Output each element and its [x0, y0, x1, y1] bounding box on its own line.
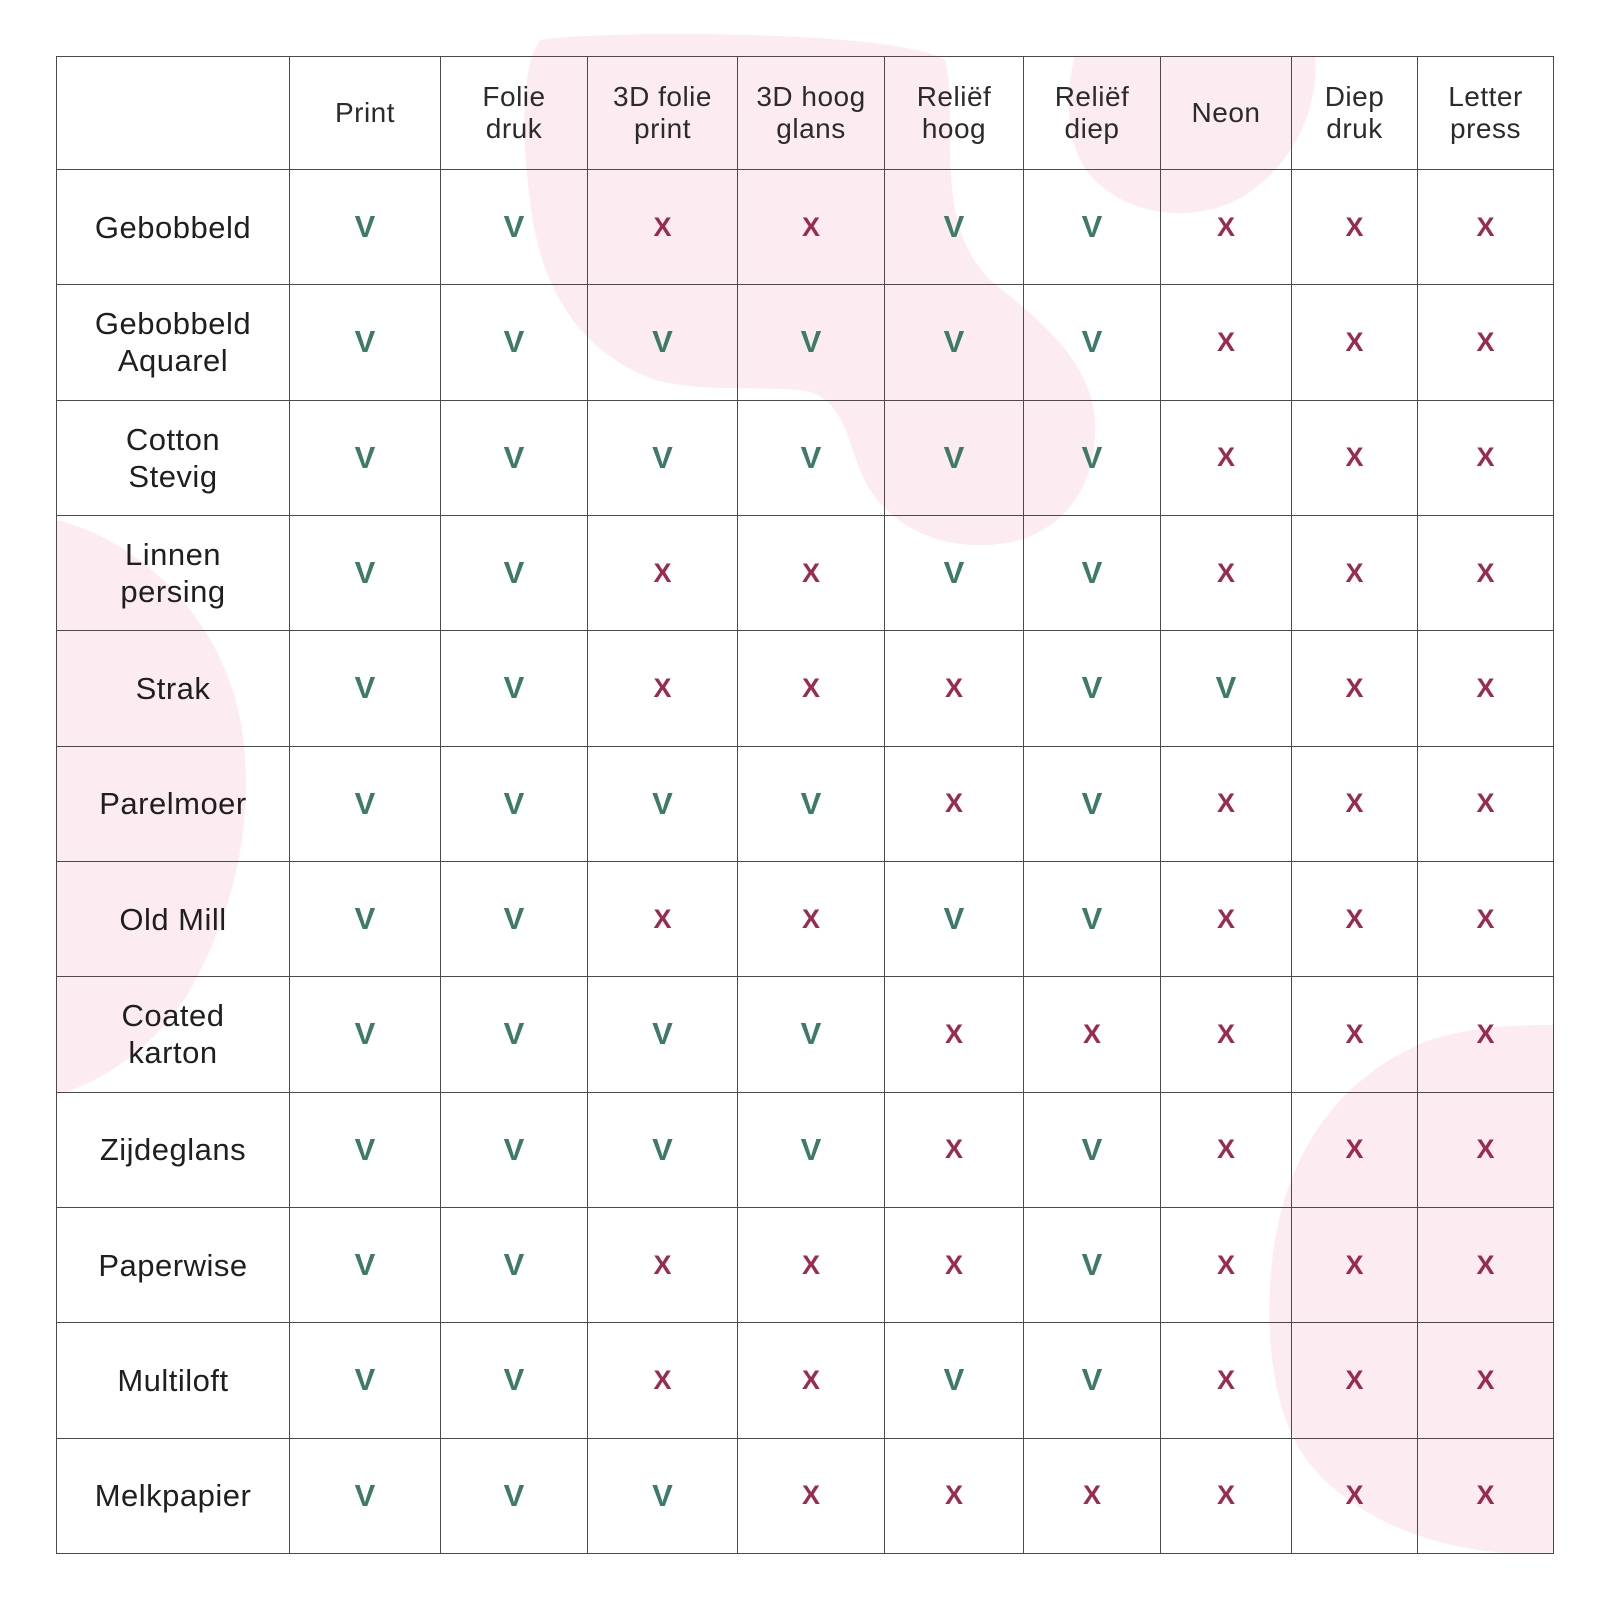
cross-mark: X	[1292, 1207, 1418, 1322]
row-label: Old Mill	[57, 861, 290, 976]
check-mark: V	[1024, 400, 1161, 515]
cross-mark: X	[1292, 861, 1418, 976]
check-mark: V	[885, 285, 1024, 400]
check-mark: V	[1024, 746, 1161, 861]
cross-mark: X	[1161, 1092, 1292, 1207]
table-row	[57, 285, 1554, 400]
table-row	[57, 1207, 1554, 1322]
corner-cell	[57, 57, 290, 170]
check-mark: V	[885, 170, 1024, 285]
cross-mark: X	[1161, 1207, 1292, 1322]
check-mark: V	[588, 1438, 738, 1553]
col-header: Folie druk	[441, 57, 588, 170]
cross-mark: X	[738, 170, 885, 285]
check-mark: V	[290, 515, 441, 630]
cross-mark: X	[1161, 1438, 1292, 1553]
cross-mark: X	[1418, 515, 1554, 630]
cross-mark: X	[738, 861, 885, 976]
check-mark: V	[885, 515, 1024, 630]
row-label: Linnen persing	[57, 515, 290, 630]
check-mark: V	[885, 400, 1024, 515]
table-row	[57, 1438, 1554, 1553]
cross-mark: X	[885, 977, 1024, 1092]
table-row	[57, 746, 1554, 861]
row-label: Parelmoer	[57, 746, 290, 861]
cross-mark: X	[885, 631, 1024, 746]
col-header: Reliëf hoog	[885, 57, 1024, 170]
check-mark: V	[588, 977, 738, 1092]
cross-mark: X	[1418, 1207, 1554, 1322]
cross-mark: X	[1418, 1092, 1554, 1207]
check-mark: V	[290, 1092, 441, 1207]
cross-mark: X	[738, 515, 885, 630]
row-label: Melkpapier	[57, 1438, 290, 1553]
cross-mark: X	[1292, 170, 1418, 285]
check-mark: V	[738, 400, 885, 515]
cross-mark: X	[588, 631, 738, 746]
cross-mark: X	[1161, 1323, 1292, 1438]
cross-mark: X	[1292, 1323, 1418, 1438]
cross-mark: X	[1418, 170, 1554, 285]
table-row	[57, 515, 1554, 630]
check-mark: V	[441, 1438, 588, 1553]
cross-mark: X	[1024, 1438, 1161, 1553]
row-label: Gebobbeld Aquarel	[57, 285, 290, 400]
check-mark: V	[885, 861, 1024, 976]
row-label: Cotton Stevig	[57, 400, 290, 515]
finish-compatibility-table	[56, 56, 1554, 1554]
cross-mark: X	[1292, 746, 1418, 861]
check-mark: V	[1024, 515, 1161, 630]
cross-mark: X	[738, 631, 885, 746]
check-mark: V	[441, 1207, 588, 1322]
check-mark: V	[441, 515, 588, 630]
cross-mark: X	[885, 1438, 1024, 1553]
check-mark: V	[588, 400, 738, 515]
table-row	[57, 400, 1554, 515]
row-label: Gebobbeld	[57, 170, 290, 285]
check-mark: V	[738, 1092, 885, 1207]
check-mark: V	[1024, 1323, 1161, 1438]
table-row	[57, 1092, 1554, 1207]
col-header: Print	[290, 57, 441, 170]
cross-mark: X	[588, 515, 738, 630]
cross-mark: X	[885, 1092, 1024, 1207]
cross-mark: X	[1161, 515, 1292, 630]
cross-mark: X	[1161, 977, 1292, 1092]
table-row	[57, 861, 1554, 976]
table-row	[57, 1323, 1554, 1438]
cross-mark: X	[1161, 746, 1292, 861]
check-mark: V	[738, 977, 885, 1092]
col-header: Diep druk	[1292, 57, 1418, 170]
check-mark: V	[588, 1092, 738, 1207]
col-header: 3D folie print	[588, 57, 738, 170]
check-mark: V	[290, 285, 441, 400]
cross-mark: X	[738, 1207, 885, 1322]
row-label: Strak	[57, 631, 290, 746]
cross-mark: X	[1292, 1438, 1418, 1553]
check-mark: V	[441, 400, 588, 515]
check-mark: V	[441, 1323, 588, 1438]
check-mark: V	[441, 977, 588, 1092]
cross-mark: X	[588, 1207, 738, 1322]
cross-mark: X	[1292, 515, 1418, 630]
check-mark: V	[441, 861, 588, 976]
check-mark: V	[1024, 631, 1161, 746]
table-row	[57, 631, 1554, 746]
header-row	[57, 57, 1554, 170]
col-header: Neon	[1161, 57, 1292, 170]
check-mark: V	[290, 170, 441, 285]
row-label: Multiloft	[57, 1323, 290, 1438]
cross-mark: X	[1161, 285, 1292, 400]
check-mark: V	[290, 1438, 441, 1553]
check-mark: V	[441, 1092, 588, 1207]
check-mark: V	[441, 285, 588, 400]
check-mark: V	[1024, 1207, 1161, 1322]
cross-mark: X	[1418, 977, 1554, 1092]
check-mark: V	[290, 1207, 441, 1322]
cross-mark: X	[1418, 631, 1554, 746]
cross-mark: X	[1418, 400, 1554, 515]
cross-mark: X	[588, 170, 738, 285]
cross-mark: X	[1024, 977, 1161, 1092]
row-label: Zijdeglans	[57, 1092, 290, 1207]
cross-mark: X	[1161, 400, 1292, 515]
cross-mark: X	[885, 1207, 1024, 1322]
cross-mark: X	[1292, 977, 1418, 1092]
cross-mark: X	[1418, 861, 1554, 976]
check-mark: V	[1024, 170, 1161, 285]
table-body	[57, 170, 1554, 1554]
check-mark: V	[738, 285, 885, 400]
cross-mark: X	[1292, 631, 1418, 746]
check-mark: V	[1024, 285, 1161, 400]
cross-mark: X	[1418, 1323, 1554, 1438]
cross-mark: X	[885, 746, 1024, 861]
col-header: 3D hoog glans	[738, 57, 885, 170]
row-label: Paperwise	[57, 1207, 290, 1322]
cross-mark: X	[1161, 861, 1292, 976]
check-mark: V	[290, 977, 441, 1092]
cross-mark: X	[1418, 1438, 1554, 1553]
check-mark: V	[290, 631, 441, 746]
check-mark: V	[290, 746, 441, 861]
check-mark: V	[290, 1323, 441, 1438]
cross-mark: X	[588, 1323, 738, 1438]
check-mark: V	[588, 285, 738, 400]
check-mark: V	[1024, 1092, 1161, 1207]
check-mark: V	[290, 400, 441, 515]
check-mark: V	[885, 1323, 1024, 1438]
cross-mark: X	[1418, 285, 1554, 400]
check-mark: V	[290, 861, 441, 976]
table-row	[57, 170, 1554, 285]
cross-mark: X	[588, 861, 738, 976]
check-mark: V	[441, 746, 588, 861]
col-header: Letter press	[1418, 57, 1554, 170]
cross-mark: X	[738, 1438, 885, 1553]
check-mark: V	[441, 631, 588, 746]
cross-mark: X	[1161, 170, 1292, 285]
cross-mark: X	[1292, 400, 1418, 515]
cross-mark: X	[1292, 1092, 1418, 1207]
table-row	[57, 977, 1554, 1092]
check-mark: V	[441, 170, 588, 285]
cross-mark: X	[1292, 285, 1418, 400]
check-mark: V	[1161, 631, 1292, 746]
cross-mark: X	[1418, 746, 1554, 861]
check-mark: V	[738, 746, 885, 861]
cross-mark: X	[738, 1323, 885, 1438]
check-mark: V	[1024, 861, 1161, 976]
check-mark: V	[588, 746, 738, 861]
col-header: Reliëf diep	[1024, 57, 1161, 170]
row-label: Coated karton	[57, 977, 290, 1092]
